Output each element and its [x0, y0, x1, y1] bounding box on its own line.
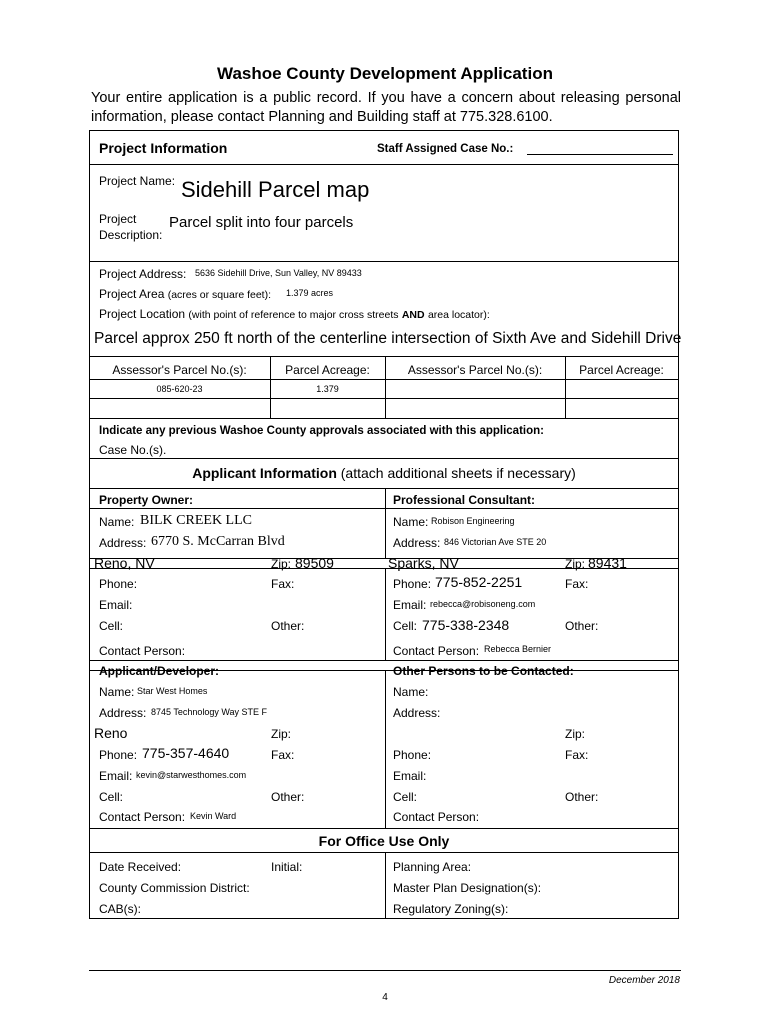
page-number: 4: [382, 992, 388, 1003]
consultant-address-label: Address:: [393, 536, 441, 550]
date-received-label: Date Received:: [99, 860, 182, 874]
footer-date: December 2018: [608, 975, 680, 986]
owner-address-value[interactable]: 6770 S. McCarran Blvd: [151, 534, 285, 549]
project-desc-label-1: Project: [99, 212, 137, 226]
other-name-label: Name:: [393, 685, 429, 699]
project-desc-value[interactable]: Parcel split into four parcels: [169, 214, 354, 231]
developer-contact-value[interactable]: Kevin Ward: [190, 811, 237, 821]
developer-name-label: Name:: [99, 685, 135, 699]
other-persons-heading: Other Persons to be Contacted:: [393, 664, 574, 678]
developer-zip-label: Zip:: [271, 727, 292, 741]
developer-address-value[interactable]: 8745 Technology Way STE F: [151, 707, 268, 717]
owner-other-label: Other:: [271, 619, 305, 633]
page-title: Washoe County Development Application: [217, 64, 553, 83]
consultant-cell-value[interactable]: 775-338-2348: [422, 617, 510, 633]
consultant-name-label: Name:: [393, 515, 429, 529]
initial-label: Initial:: [271, 860, 303, 874]
developer-fax-label: Fax:: [271, 748, 295, 762]
developer-email-label: Email:: [99, 769, 133, 783]
master-plan-label: Master Plan Designation(s):: [393, 881, 542, 895]
owner-city-value[interactable]: Reno, NV: [94, 555, 155, 571]
owner-email-label: Email:: [99, 598, 133, 612]
project-info-heading: Project Information: [99, 140, 228, 156]
parcel-acreage-value[interactable]: 1.379: [316, 384, 339, 394]
owner-contact-label: Contact Person:: [99, 644, 186, 658]
developer-contact-label: Contact Person:: [99, 810, 186, 824]
footer-divider: [89, 970, 681, 971]
developer-other-label: Other:: [271, 790, 305, 804]
developer-name-value[interactable]: Star West Homes: [137, 686, 208, 696]
parcel-apn-value[interactable]: 085-620-23: [156, 384, 203, 394]
project-name-label: Project Name:: [99, 174, 176, 188]
project-desc-label-2: Description:: [99, 228, 163, 242]
approvals-label: Indicate any previous Washoe County approvals associated with this application:: [99, 425, 544, 437]
parcel-header-acreage-1: Parcel Acreage:: [285, 363, 370, 377]
office-use-heading: For Office Use Only: [318, 833, 450, 849]
consultant-zip-label: Zip:: [565, 557, 586, 571]
project-name-value[interactable]: Sidehill Parcel map: [181, 177, 370, 202]
consultant-address-value[interactable]: 846 Victorian Ave STE 20: [444, 537, 547, 547]
property-owner-heading: Property Owner:: [99, 493, 194, 507]
project-address-value[interactable]: 5636 Sidehill Drive, Sun Valley, NV 89433: [195, 268, 362, 278]
consultant-contact-value[interactable]: Rebecca Bernier: [484, 644, 552, 654]
owner-name-value[interactable]: BILK CREEK LLC: [140, 513, 252, 528]
developer-address-label: Address:: [99, 706, 147, 720]
intro-text: Your entire application is a public record. If you have a concern about releasing personal information, please contact Planning and Building staff at 775.328.6100.: [91, 90, 681, 125]
consultant-zip-value[interactable]: 89431: [588, 555, 627, 571]
owner-fax-label: Fax:: [271, 577, 295, 591]
commission-district-label: County Commission District:: [99, 881, 250, 895]
other-email-label: Email:: [393, 769, 427, 783]
developer-phone-value[interactable]: 775-357-4640: [142, 745, 230, 761]
other-address-label: Address:: [393, 706, 441, 720]
consultant-phone-value[interactable]: 775-852-2251: [435, 574, 523, 590]
planning-area-label: Planning Area:: [393, 860, 472, 874]
consultant-phone-label: Phone:: [393, 577, 432, 591]
case-no-label: Staff Assigned Case No.:: [377, 143, 514, 155]
cab-label: CAB(s):: [99, 902, 141, 916]
other-cell-label: Cell:: [393, 790, 418, 804]
project-location-label: Project Location (with point of reference to major cross streets AND area locator):: [99, 307, 490, 321]
parcel-header-apn-1: Assessor's Parcel No.(s):: [112, 363, 247, 377]
form-left-border: [89, 130, 90, 919]
consultant-other-label: Other:: [565, 619, 599, 633]
zoning-label: Regulatory Zoning(s):: [393, 902, 509, 916]
owner-name-label: Name:: [99, 515, 135, 529]
applicant-info-heading: Applicant Information (attach additional sheets if necessary): [192, 465, 576, 481]
project-area-value[interactable]: 1.379 acres: [286, 288, 334, 298]
owner-address-label: Address:: [99, 536, 147, 550]
developer-city-value[interactable]: Reno: [94, 725, 128, 741]
developer-phone-label: Phone:: [99, 748, 138, 762]
project-address-label: Project Address:: [99, 267, 187, 281]
form-right-border: [678, 130, 679, 919]
case-numbers-label: Case No.(s).: [99, 443, 167, 457]
other-other-label: Other:: [565, 790, 599, 804]
case-no-field[interactable]: [527, 154, 673, 155]
owner-cell-label: Cell:: [99, 619, 124, 633]
other-zip-label: Zip:: [565, 727, 586, 741]
developer-cell-label: Cell:: [99, 790, 124, 804]
developer-email-value[interactable]: kevin@starwesthomes.com: [136, 770, 247, 780]
parcel-header-apn-2: Assessor's Parcel No.(s):: [407, 363, 543, 377]
owner-zip-value[interactable]: 89509: [295, 555, 334, 571]
other-contact-label: Contact Person:: [393, 810, 480, 824]
other-phone-label: Phone:: [393, 748, 432, 762]
project-location-value[interactable]: Parcel approx 250 ft north of the centerline intersection of Sixth Ave and Sidehill Drive: [94, 330, 682, 347]
consultant-contact-label: Contact Person:: [393, 644, 480, 658]
consultant-email-value[interactable]: rebecca@robisoneng.com: [430, 599, 536, 609]
consultant-email-label: Email:: [393, 598, 427, 612]
other-fax-label: Fax:: [565, 748, 589, 762]
owner-phone-label: Phone:: [99, 577, 138, 591]
consultant-heading: Professional Consultant:: [393, 493, 536, 507]
consultant-fax-label: Fax:: [565, 577, 589, 591]
project-area-label: Project Area (acres or square feet):: [99, 287, 272, 301]
consultant-name-value[interactable]: Robison Engineering: [431, 516, 515, 526]
consultant-cell-label: Cell:: [393, 619, 418, 633]
parcel-header-acreage-2: Parcel Acreage:: [579, 363, 664, 377]
application-form: [89, 130, 682, 919]
owner-zip-label: Zip:: [271, 557, 292, 571]
developer-heading: Applicant/Developer:: [99, 664, 220, 678]
consultant-city-value[interactable]: Sparks, NV: [388, 555, 459, 571]
